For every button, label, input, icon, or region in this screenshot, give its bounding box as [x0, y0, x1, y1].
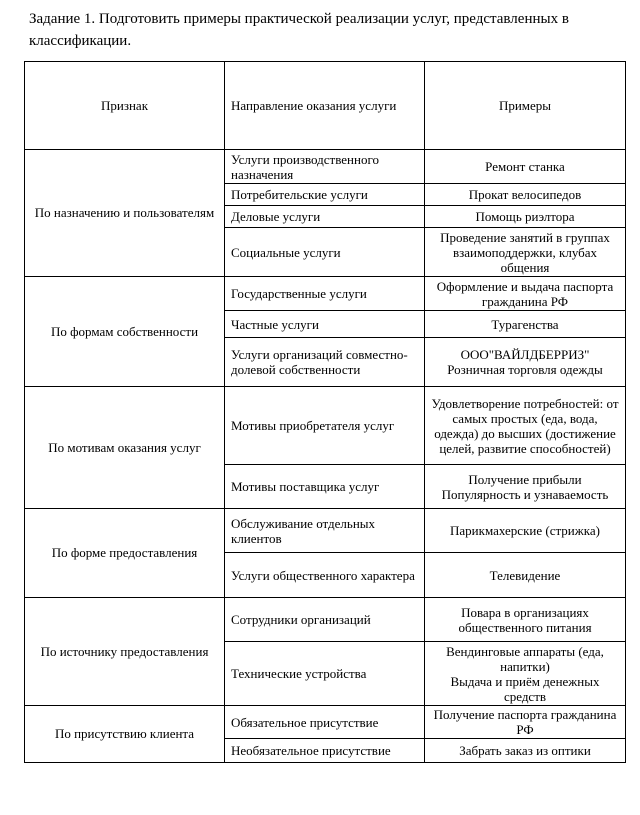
example-cell: Получение прибыли Популярность и узнаваемость: [425, 465, 626, 509]
example-cell: Забрать заказ из оптики: [425, 739, 626, 763]
direction-cell: Деловые услуги: [225, 206, 425, 228]
feature-cell: По источнику предоставления: [25, 598, 225, 706]
example-cell: Турагенства: [425, 311, 626, 338]
direction-cell: Необязательное присутствие: [225, 739, 425, 763]
direction-cell: Мотивы поставщика услуг: [225, 465, 425, 509]
classification-table: [24, 61, 626, 763]
table-row: [25, 509, 626, 553]
table-row: [25, 598, 626, 642]
table-row: [25, 387, 626, 465]
table-row: [25, 277, 626, 311]
direction-cell: Социальные услуги: [225, 228, 425, 277]
task-title: Задание 1. Подготовить примеры практической реализации услуг, представленных в классификации.: [29, 11, 569, 49]
direction-cell: Частные услуги: [225, 311, 425, 338]
example-cell: Повара в организациях общественного питания: [425, 598, 626, 642]
direction-cell: Обязательное присутствие: [225, 706, 425, 739]
header-examples: Примеры: [425, 62, 626, 150]
example-cell: Ремонт станка: [425, 150, 626, 184]
direction-cell: Технические устройства: [225, 642, 425, 706]
example-cell: Оформление и выдача паспорта гражданина РФ: [425, 277, 626, 311]
example-cell: Телевидение: [425, 553, 626, 598]
example-cell: Прокат велосипедов: [425, 184, 626, 206]
feature-cell: По мотивам оказания услуг: [25, 387, 225, 509]
feature-cell: По формам собственности: [25, 277, 225, 387]
example-cell: Получение паспорта гражданина РФ: [425, 706, 626, 739]
feature-cell: По форме предоставления: [25, 509, 225, 598]
example-cell: Парикмахерские (стрижка): [425, 509, 626, 553]
feature-cell: По присутствию клиента: [25, 706, 225, 763]
direction-cell: Потребительские услуги: [225, 184, 425, 206]
example-cell: Проведение занятий в группах взаимоподдержки, клубах общения: [425, 228, 626, 277]
header-direction: Направление оказания услуги: [225, 62, 425, 150]
direction-cell: Сотрудники организаций: [225, 598, 425, 642]
direction-cell: Услуги производственного назначения: [225, 150, 425, 184]
table-row: [25, 706, 626, 739]
table-header-row: [25, 62, 626, 150]
direction-cell: Услуги организаций совместно-долевой собственности: [225, 338, 425, 387]
example-cell: Вендинговые аппараты (еда, напитки) Выдача и приём денежных средств: [425, 642, 626, 706]
table-row: [25, 150, 626, 184]
feature-cell: По назначению и пользователям: [25, 150, 225, 277]
direction-cell: Государственные услуги: [225, 277, 425, 311]
header-feature: Признак: [25, 62, 225, 150]
example-cell: Помощь риэлтора: [425, 206, 626, 228]
example-cell: ООО"ВАЙЛДБЕРРИЗ" Розничная торговля одежды: [425, 338, 626, 387]
direction-cell: Обслуживание отдельных клиентов: [225, 509, 425, 553]
direction-cell: Услуги общественного характера: [225, 553, 425, 598]
example-cell: Удовлетворение потребностей: от самых простых (еда, вода, одежда) до высших (достижение целей, развитие способностей): [425, 387, 626, 465]
direction-cell: Мотивы приобретателя услуг: [225, 387, 425, 465]
